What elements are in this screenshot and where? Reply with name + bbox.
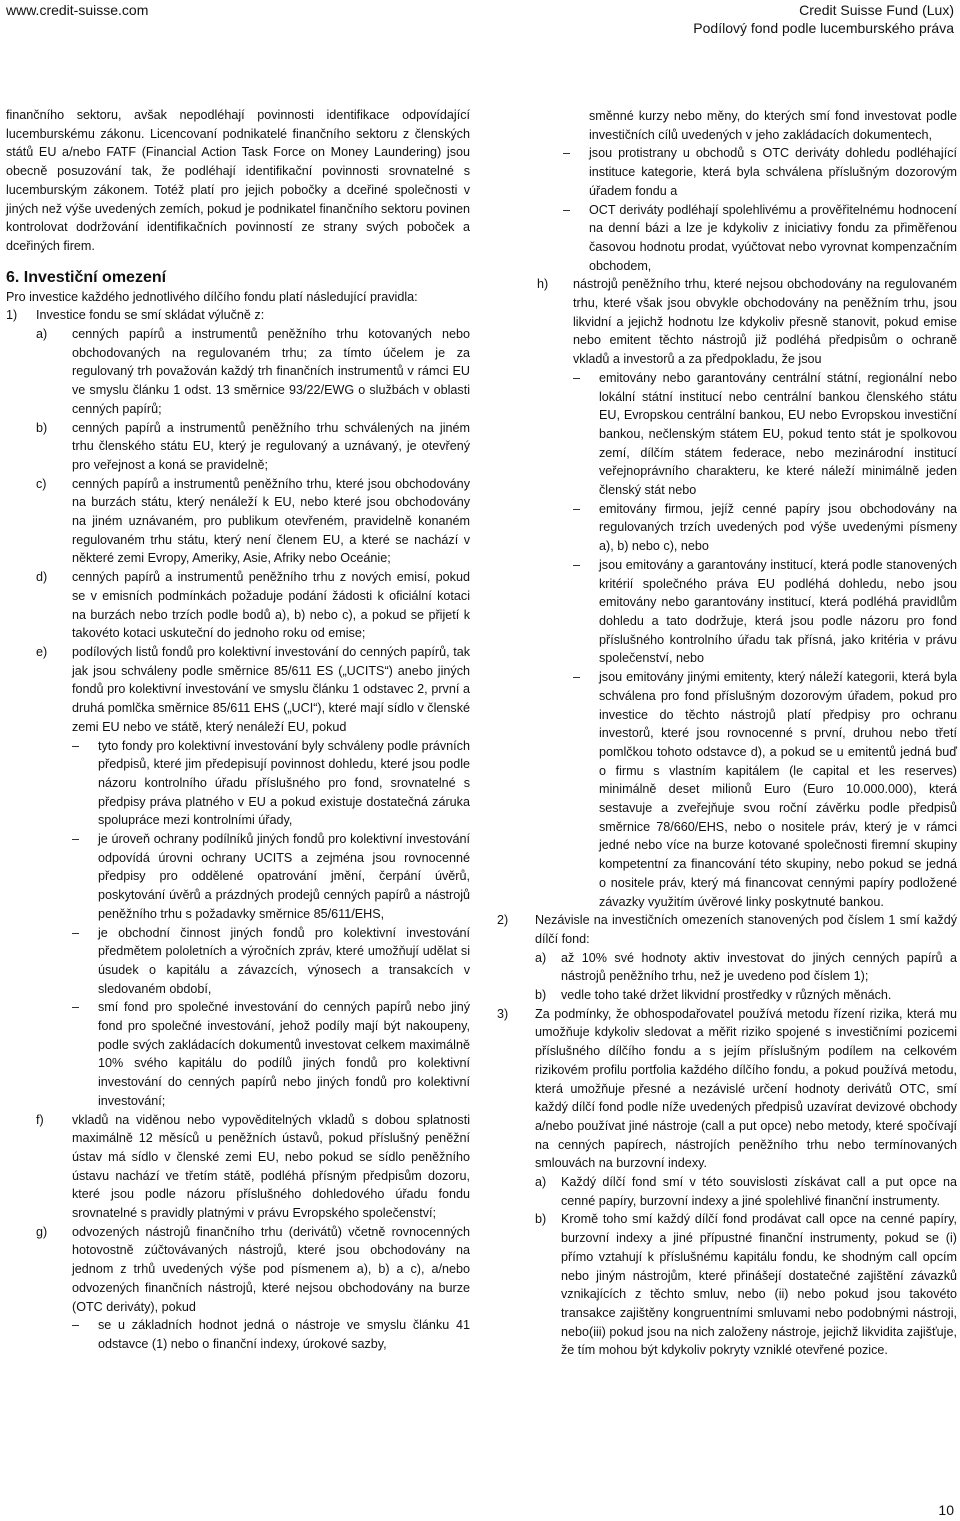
dash-text: jsou emitovány jinými emitenty, který náleží kategorii, která byla schválena pro fond příslušným dozorovým úřadem, pokud pro investice do těchto nástrojů platí předpisy pro ochranu investorů, které jsou rovnocenné s první, druhou nebo třetí pomlčkou tohoto odstavce d), a pokud se u emitentů jedná buď o firmu s vlastním kapitálem (le capital et les reserves) minimálně deset milionů Euro (Euro 10.000.000), která sestavuje a zveřejňuje svou roční závěrku podle předpisů směrnice 78/660/EHS, nebo o nositele práv, který je v rámci jedné nebo více na burze kotované společnosti firemní skupiny kompetentní za financování této skupiny, nebo pokud se jedná o nositele práv, který má financovat cennými papíry podložené závazky využitím úvěrové linky poskytnuté bankou. [599,670,957,909]
left-column [6,106,470,1354]
rule-text: Nezávisle na investičních omezeních stanovených pod číslem 1 smí každý dílčí fond: [535,913,957,946]
list-item-text: odvozených nástrojů finančního trhu (derivátů) včetně rovnocenných hotovostně zúčtovávaných nástrojů, které jsou obchodovány na jednom z trhů uvedených výše pod písmenem a), b) a c), a/nebo odvozených finančních nástrojů, které nejsou obchodovány na burze (OTC deriváty), pokud [72,1224,470,1314]
dash-text: je obchodní činnost jiných fondů pro kolektivní investování předmětem pololetních a výročních zpráv, které umožňují udělat si úsudek o kapitálu a závazcích, výnosech a transakcích v sledovaném období, [98,925,470,996]
list-item-text: vkladů na viděnou nebo vypověditelných vkladů s dobou splatnosti maximálně 12 měsíců u peněžních ústavů, pokud příslušný peněžní ústav má sídlo v členské zemi EU, nebo pokud se sídlo peněžního ústavu nachází ve třetím státě, podléhá přísným předpisům dozoru, které jsou podle názoru příslušného dohledového úřadu fondu srovnatelné s pravidly platnými v právu Evropského společenství; [72,1112,470,1221]
dash-text: je úroveň ochrany podílníků jiných fondů pro kolektivní investování odpovídá úrovni ochrany UCITS a zejména jsou rovnocenné předpisy pro oddělené opatrování jmění, čerpání úvěrů, poskytování úvěrů a prázdných prodejů cenných papírů a nástrojů peněžního trhu s požadavky směrnice 85/611/EHS, [98,832,470,921]
list-item [36,475,470,569]
list-marker: e) [36,644,48,659]
list-marker: b) [36,420,48,435]
dash-marker: – [573,557,581,572]
dash-marker: – [573,670,581,685]
list-item [537,275,957,911]
list-item [36,419,470,475]
list-item [36,1111,470,1223]
list-marker: 3) [497,1006,509,1021]
dash-item [573,369,957,500]
list-item-text: Každý dílčí fond smí v této souvislosti získávat call a put opce na cenné papíry, burzovní indexy a jiné spolehlivé finanční instrumenty. [561,1175,957,1208]
sub-list [36,325,470,1354]
h-list [537,275,957,911]
list-item-text: cenných papírů a instrumentů peněžního trhu kotovaných nebo obchodovaných na regulovaném trhu; za tímto účelem je za regulovaný trh považován každý trh finančních instrumentů v rámci EU ve smyslu článku 1 odst. 13 směrnice 93/22/EWG o službách v oblasti cenných papírů; [72,327,470,416]
list-item-text: cenných papírů a instrumentů peněžního trhu, které jsou obchodovány na burzách státu, který nenáleží k EU, nebo které jsou obchodovány na jiném uznávaném, pro publikum otevřeném, pravidelně konaném regulovaném trhu státu, který není členem EU, a které se nachází v některé zemi Evropy, Ameriky, Asie, Afriky nebo Oceánie; [72,476,470,566]
fund-name: Credit Suisse Fund (Lux) [799,2,954,18]
sub-list [535,1173,957,1360]
rule-text: Investice fondu se smí skládat výlučně z: [36,308,265,323]
list-item [535,949,957,986]
dash-text: jsou protistrany u obchodů s OTC deriváty dohledu podléhající instituce kategorie, která byla schválena příslušným dozorovým úřadem fondu a [589,146,957,198]
dash-item [563,144,957,200]
dash-marker: – [573,370,581,385]
list-item [36,643,470,1111]
dash-item [72,1316,470,1353]
list-marker: a) [535,1175,547,1190]
header-right [693,1,954,37]
list-marker: a) [36,327,48,342]
list-marker: b) [535,1212,547,1227]
rules-list-continued [497,911,957,1360]
dash-marker: – [563,146,571,161]
dash-item [72,830,470,924]
rule-2 [497,911,957,1005]
continuation-text: směnné kurzy nebo měny, do kterých smí fond investovat podle investičních cílů uvedených v jeho zakládacích dokumentech, [589,109,957,142]
rules-list [6,306,470,1353]
rule-3 [497,1005,957,1360]
list-marker: d) [36,570,48,585]
list-item-text: až 10% své hodnoty aktiv investovat do jiných cenných papírů a nástrojů peněžního trhu, než je uvedeno pod číslem 1); [561,950,957,984]
dash-text: emitovány firmou, jejíž cenné papíry jsou obchodovány na regulovaných trzích uvedených pod výše uvedenými písmeny a), b) nebo c), nebo [599,501,957,554]
dash-marker: – [72,738,80,753]
dash-text: smí fond pro společné investování do cenných papírů nebo jiný fond pro společné investování, jehož podíly mají být nakoupeny, podle svých zakládacích dokumentů investovat celkem maximálně 10% svého kapitálu do podílů jiných fondů pro kolektivní investování do cenných papírů nebo jiných fondů pro kolektivní investování; [98,1000,470,1108]
g-dash-list [497,144,957,275]
fund-subtitle: Podílový fond podle lucemburského práva [693,20,954,36]
dash-marker: – [72,1000,80,1015]
page-header [0,0,960,40]
sub-list [535,949,957,1005]
list-item-text: vedle toho také držet likvidní prostředky v různých měnách. [561,988,892,1003]
section-intro: Pro investice každého jednotlivého dílčího fondu platí následující pravidla: [6,289,418,304]
continuation-block [497,107,957,144]
dash-text: OCT deriváty podléhají spolehlivému a prověřitelnému hodnocení na denní bázi a lze je kdykoliv z iniciativy fondu za přiměřenou časovou hodnotu prodat, vyúčtovat nebo vyrovnat kompenzačním obchodem, [589,202,957,273]
page-number: 10 [938,1502,954,1518]
list-item-text: podílových listů fondů pro kolektivní investování do cenných papírů, tak jak jsou schváleny podle směrnice 85/611 ES („UCITS“) anebo jiných fondů pro kolektivní investování ve smyslu článku 1 odstavec 2, první a druhá pomlčka směrnice 85/611 EHS („UCI“), které mají sídlo v členské zemi EU nebo ve státě, který nenáleží EU, pokud [72,644,471,734]
rule-1 [6,306,470,1353]
dash-item [573,500,957,556]
list-item-text: Kromě toho smí každý dílčí fond prodávat call opce na cenné papíry, burzovní indexy a jiné přípustné finanční instrumenty, pokud se (i) přímo vztahují k příslušnému kapitálu fondu, ke shodným call opcím nebo jiným nástrojům, které přinášejí dostatečné zajištění závazků vznikajících z těchto smluv, nebo (ii) nebo pokud jsou takovéto transakce zajištěny kongruentními smluvami nebo podobnými nástroji, nebo(iii) pokud jsou na nich založeny nástroje, jejichž likvidita zajišťuje, že tím mohou být kdykoliv pokryty vzniklé otevřené pozice. [561,1212,957,1358]
list-marker: f) [36,1112,44,1127]
dash-text: tyto fondy pro kolektivní investování byly schváleny podle právních předpisů, které jim předepisují povinnost dohledu, které jsou podle názoru kontrolního úřadu příslušného pro fond, srovnatelné s předpisy práva platného v EU a pokud existuje dostatečná záruka spolupráce mezi kontrolními úřady, [98,738,470,828]
rule-text: Za podmínky, že obhospodařovatel používá metodu řízení rizika, která mu umožňuje kdykoliv sledovat a měřit riziko spojené s investičními pozicemi příslušného dílčího fondu a s jejím příslušným podílem na celkovém rizikovém profilu portfolia každého dílčího fondu, a pokud používá metodu, která umožňuje přesné a nezávislé určení hodnoty derivátů OTC, smí každý dílčí fond podle níže uvedených předpisů uzavírat devizové obchody a/nebo používat jiné nástroje (call a put opce) nebo metody, které spočívají na cenných papírech, nástrojích peněžního trhu nebo termínovaných smlouvách na burzovní indexy. [535,1006,957,1171]
list-marker: c) [36,476,47,491]
dash-marker: – [72,1318,80,1333]
list-item-text: cenných papírů a instrumentů peněžního trhu z nových emisí, pokud se v emisních podmínkách požaduje podání žádosti k oficiální kotaci na burzách nebo trzích podle bodů a), b) nebo c), a pokud se přijetí k takovéto kotaci uskuteční do jednoho roku od emise; [72,570,470,641]
section-title: 6. Investiční omezení [6,268,167,286]
dash-marker: – [72,925,80,940]
dash-item [573,556,957,668]
dash-text: emitovány nebo garantovány centrální státní, regionální nebo lokální státní institucí nebo centrální bankou členského státu EU, Evropskou centrální bankou, EU nebo Evropskou investiční bankou, nečlenským státem EU, pokud tento stát je spolkovou zemí, dílčím státem federace, nebo mezinárodní institucí veřejnoprávního charakteru, ke které náleží minimálně jeden členský stát nebo [599,370,957,498]
website-url: www.credit-suisse.com [6,2,149,18]
list-item-text: cenných papírů a instrumentů peněžního trhu schválených na jiném trhu členského státu EU, který je regulovaný a uznávaný, je otevřený pro veřejnost a koná se pravidelně; [72,420,470,472]
right-column [497,107,957,1360]
dash-marker: – [72,832,80,847]
dash-marker: – [563,202,571,217]
list-item [535,986,957,1005]
list-marker: a) [535,950,547,965]
h-block [497,275,957,911]
list-item [36,325,470,419]
list-marker: 2) [497,913,509,928]
dash-item [72,924,470,999]
list-item [36,1223,470,1354]
dash-text: se u základních hodnot jedná o nástroje ve smyslu článku 41 odstavce (1) nebo o finanční indexy, úrokové sazby, [98,1318,470,1351]
dash-marker: – [573,501,581,516]
list-marker: g) [36,1224,48,1239]
intro-paragraph: finančního sektoru, avšak nepodléhají povinnosti identifikace odpovídající lucemburskému zákonu. Licencovaní podnikatelé finančního sektoru z členských států EU a/nebo FATF (Financial Action Task Force on Money Laundering) jsou obecně posuzování tak, že podléhají identifikační povinnosti srovnatelné s lucemburským zákonem. Totéž platí pro jejich pobočky a dceřiné společnosti v jiných než výše uvedených zemích, pokud je podnikatel finančního sektoru povinen kontrolovat dodržování identifikačních povinností ze strany svých poboček a dceřiných firem. [6,108,470,253]
list-marker: h) [537,277,549,292]
dash-item [72,737,470,831]
dash-item [72,998,470,1110]
list-item [535,1173,957,1210]
list-marker: b) [535,988,547,1003]
list-item-text: nástrojů peněžního trhu, které nejsou obchodovány na regulovaném trhu, které však jsou obvykle obchodovány na peněžním trhu, jsou likvidní a jejichž hodnotu lze kdykoliv přesně stanovit, pokud emise nebo emitent těchto nástrojů již podléhá předpisům o ochraně vkladů a investorů a za předpokladu, že jsou [573,277,957,367]
list-item [36,568,470,643]
list-item [535,1210,957,1360]
dash-item [573,668,957,911]
dash-item [563,201,957,276]
dash-text: jsou emitovány a garantovány institucí, která podle stanovených kritérií společného práva EU podléhá dohledu, nebo jsou emitovány nebo garantovány institucí, která podléhá pravidlům dohledu a tato dodržuje, která jsou podle názoru pro fond příslušného kontrolního úřadu tak přísná, jako kritéria v právu společenství, nebo [599,557,957,666]
list-marker: 1) [6,308,18,323]
